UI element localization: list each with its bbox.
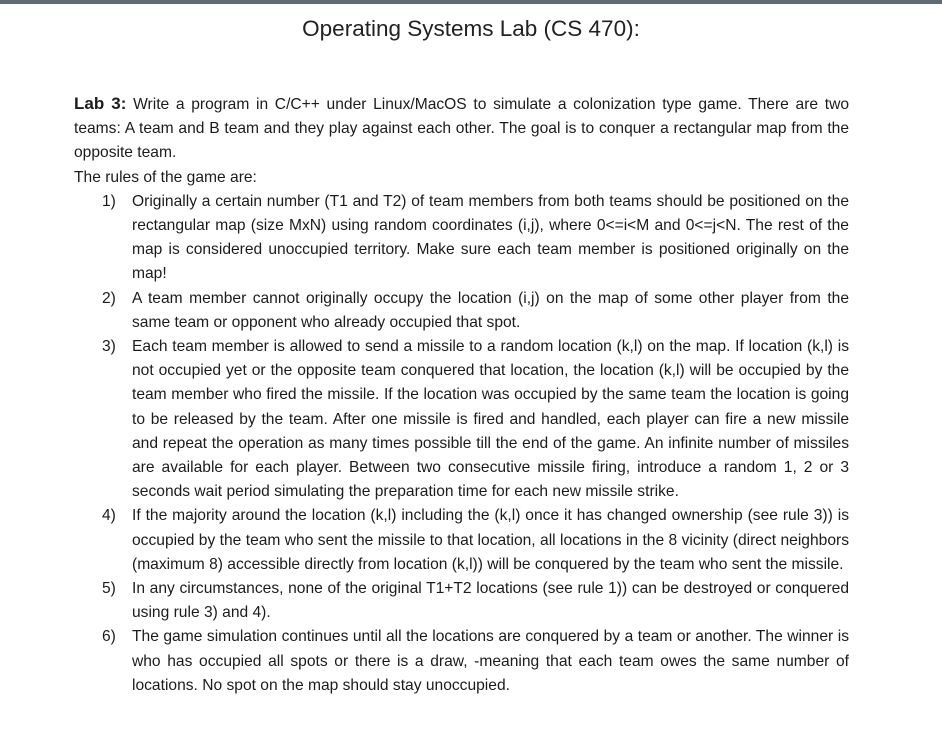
rules-heading: The rules of the game are: xyxy=(74,168,257,186)
rule-item xyxy=(74,577,849,625)
rule-item xyxy=(74,504,849,577)
rule-text: A team member cannot originally occupy the location (i,j) on the map of some other player from the same team or opponent who already occupied that spot. xyxy=(132,289,849,331)
rule-text: In any circumstances, none of the original T1+T2 locations (see rule 1)) can be destroyed or conquered using rule 3) and 4). xyxy=(132,580,849,622)
rule-number: 2) xyxy=(102,289,116,307)
top-border-bar xyxy=(0,0,942,4)
rule-item xyxy=(74,287,849,335)
lab-intro-paragraph xyxy=(74,92,849,166)
rule-number: 4) xyxy=(102,507,116,525)
rule-number: 1) xyxy=(102,192,116,210)
rule-text: Originally a certain number (T1 and T2) of team members from both teams should be positioned on the rectangular map (size MxN) using random coordinates (i,j), where 0<=i<M and 0<=j<N. The rest of the map is considered unoccupied territory. Make sure each team member is positioned originally on the map! xyxy=(132,192,849,283)
document-body xyxy=(74,92,849,698)
rule-number: 5) xyxy=(102,580,116,598)
rule-text: If the majority around the location (k,l) including the (k,l) once it has changed ownership (see rule 3)) is occupied by the team who sent the missile to that location, all locations in the 8 vicinity (direct neighbors (maximum 8) accessible directly from location (k,l)) will be conquered by the team who sent the missile. xyxy=(132,507,849,573)
page-title: Operating Systems Lab (CS 470): xyxy=(302,16,640,41)
lab-label: Lab 3: xyxy=(74,94,127,113)
rule-text: Each team member is allowed to send a missile to a random location (k,l) on the map. If location (k,l) is not occupied yet or the opposite team conquered that location, the location (k,l) will be occupied by the team member who fired the missile. If the location was occupied by the same team the location is going to be released by the team. After one missile is fired and handled, each player can fire a new missile and repeat the operation as many times possible till the end of the game. An infinite number of missiles are available for each player. Between two consecutive missile firing, introduce a random 1, 2 or 3 seconds wait period simulating the preparation time for each new missile strike. xyxy=(132,338,849,501)
rule-text: The game simulation continues until all the locations are conquered by a team or another. The winner is who has occupied all spots or there is a draw, -meaning that each team owes the same number of locations. No spot on the map should stay unoccupied. xyxy=(132,628,849,694)
rule-item xyxy=(74,190,849,287)
rule-item xyxy=(74,625,849,698)
lab-intro-text: Write a program in C/C++ under Linux/MacOS to simulate a colonization type game. There are two teams: A team and B team and they play against each other. The goal is to conquer a rectangular map from the opposite team. xyxy=(74,96,850,162)
rules-list xyxy=(74,190,849,698)
rule-number: 6) xyxy=(102,628,116,646)
rule-number: 3) xyxy=(102,338,116,356)
rule-item xyxy=(74,335,849,504)
